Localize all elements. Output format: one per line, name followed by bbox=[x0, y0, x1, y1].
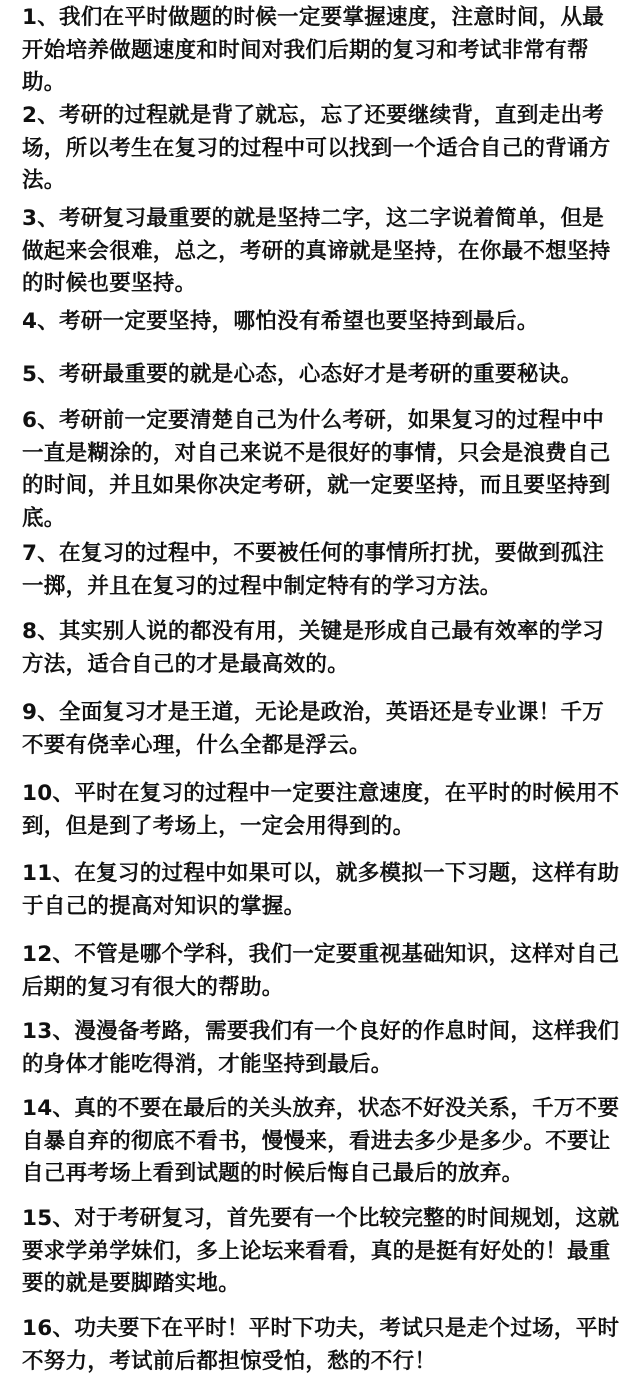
paragraph-16: 16、功夫要下在平时！平时下功夫，考试只是走个过场，平时不努力，考试前后都担惊受怕，愁的不行！ bbox=[22, 1316, 620, 1374]
paragraph-11: 11、在复习的过程中如果可以，就多模拟一下习题，这样有助于自己的提高对知识的掌握。 bbox=[22, 861, 620, 919]
paragraph-4: 4、考研一定要坚持，哪怕没有希望也要坚持到最后。 bbox=[22, 309, 539, 334]
paragraph-7: 7、在复习的过程中，不要被任何的事情所打扰，要做到孤注一掷，并且在复习的过程中制定特有的学习方法。 bbox=[22, 541, 605, 599]
paragraph-13: 13、漫漫备考路，需要我们有一个良好的作息时间，这样我们的身体才能吃得消，才能坚持到最后。 bbox=[22, 1019, 620, 1077]
paragraph-3: 3、考研复习最重要的就是坚持二字，这二字说着简单，但是做起来会很难，总之，考研的真谛就是坚持，在你最不想坚持的时候也要坚持。 bbox=[22, 206, 611, 296]
paragraph-8: 8、其实别人说的都没有用，关键是形成自己最有效率的学习方法，适合自己的才是最高效的。 bbox=[22, 619, 605, 677]
paragraph-1: 1、我们在平时做题的时候一定要掌握速度，注意时间，从最开始培养做题速度和时间对我们后期的复习和考试非常有帮助。 bbox=[22, 5, 605, 95]
paragraph-10: 10、平时在复习的过程中一定要注意速度，在平时的时候用不到，但是到了考场上，一定会用得到的。 bbox=[22, 781, 620, 839]
paragraph-14: 14、真的不要在最后的关头放弃，状态不好没关系，千万不要自暴自弃的彻底不看书，慢慢来，看进去多少是多少。不要让自己再考场上看到试题的时候后悔自己最后的放弃。 bbox=[22, 1096, 620, 1186]
paragraph-5: 5、考研最重要的就是心态，心态好才是考研的重要秘诀。 bbox=[22, 362, 583, 387]
paragraph-2: 2、考研的过程就是背了就忘，忘了还要继续背，直到走出考场，所以考生在复习的过程中可以找到一个适合自己的背诵方法。 bbox=[22, 103, 611, 193]
paragraph-12: 12、不管是哪个学科，我们一定要重视基础知识，这样对自己后期的复习有很大的帮助。 bbox=[22, 942, 620, 1000]
paragraph-6: 6、考研前一定要清楚自己为什么考研，如果复习的过程中中一直是糊涂的，对自己来说不是很好的事情，只会是浪费自己的时间，并且如果你决定考研，就一定要坚持，而且要坚持到底。 bbox=[22, 408, 611, 531]
paragraph-15: 15、对于考研复习，首先要有一个比较完整的时间规划，这就要求学弟学妹们，多上论坛来看看，真的是挺有好处的！最重要的就是要脚踏实地。 bbox=[22, 1206, 620, 1296]
paragraph-9: 9、全面复习才是王道，无论是政治，英语还是专业课！千万不要有侥幸心理，什么全都是浮云。 bbox=[22, 700, 605, 758]
